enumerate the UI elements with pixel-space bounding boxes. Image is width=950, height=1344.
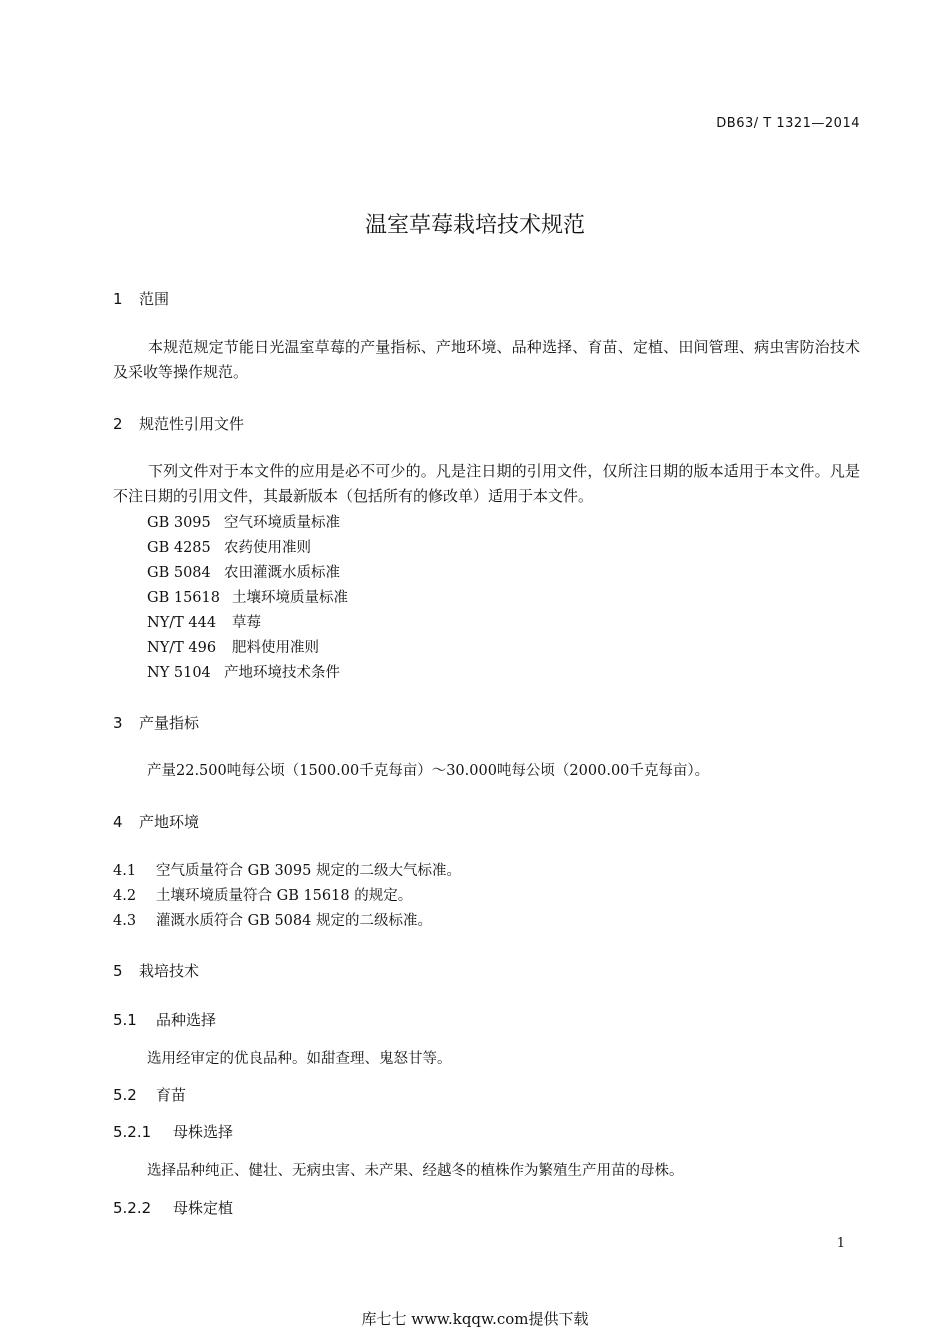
section-5-2-2-heading bbox=[113, 1197, 233, 1218]
reference-item bbox=[147, 511, 340, 532]
section-number: 3 bbox=[113, 714, 123, 732]
clause-4-2 bbox=[113, 884, 412, 905]
watermark: 库七七 www.kqqw.com提供下载 bbox=[361, 1310, 589, 1328]
clause-text: 灌溉水质符合 GB 5084 规定的二级标准。 bbox=[156, 913, 432, 929]
clause-4-1 bbox=[113, 859, 461, 880]
section-number: 5.2.2 bbox=[113, 1199, 152, 1217]
reference-name: 土壤环境质量标准 bbox=[232, 590, 348, 606]
section-title: 育苗 bbox=[156, 1086, 187, 1104]
reference-name: 空气环境质量标准 bbox=[224, 515, 340, 531]
reference-item bbox=[147, 586, 348, 607]
reference-item bbox=[147, 611, 261, 632]
reference-code: NY/T 496 bbox=[147, 640, 217, 656]
section-number: 1 bbox=[113, 290, 123, 308]
section-5-2-heading bbox=[113, 1084, 186, 1105]
section-title: 品种选择 bbox=[156, 1011, 217, 1029]
section-number: 4 bbox=[113, 813, 123, 831]
section-3-heading bbox=[113, 712, 199, 733]
section-5-1-paragraph: 选用经审定的优良品种。如甜查理、鬼怒甘等。 bbox=[147, 1051, 452, 1067]
section-title: 母株选择 bbox=[173, 1123, 234, 1141]
section-number: 5.2.1 bbox=[113, 1123, 152, 1141]
document-title: 温室草莓栽培技术规范 bbox=[364, 213, 585, 238]
clause-text: 土壤环境质量符合 GB 15618 的规定。 bbox=[156, 888, 413, 904]
reference-code: GB 3095 bbox=[147, 515, 211, 531]
reference-name: 草莓 bbox=[232, 615, 261, 631]
section-5-2-1-paragraph: 选择品种纯正、健壮、无病虫害、未产果、经越冬的植株作为繁殖生产用苗的母株。 bbox=[147, 1163, 684, 1179]
clause-4-3 bbox=[113, 909, 432, 930]
section-title: 栽培技术 bbox=[139, 962, 200, 980]
section-title: 母株定植 bbox=[173, 1199, 234, 1217]
reference-item bbox=[147, 536, 311, 557]
section-title: 产地环境 bbox=[139, 813, 200, 831]
reference-code: NY/T 444 bbox=[147, 615, 217, 631]
section-number: 2 bbox=[113, 415, 123, 433]
reference-item bbox=[147, 661, 340, 682]
section-5-heading bbox=[113, 960, 199, 981]
standard-code: DB63/ T 1321—2014 bbox=[716, 116, 860, 131]
reference-item bbox=[147, 636, 319, 657]
section-number: 5 bbox=[113, 962, 123, 980]
section-title: 范围 bbox=[139, 290, 170, 308]
section-number: 5.1 bbox=[113, 1011, 137, 1029]
reference-name: 产地环境技术条件 bbox=[224, 665, 340, 681]
section-5-1-heading bbox=[113, 1009, 216, 1030]
section-2-heading bbox=[113, 413, 244, 434]
reference-name: 农药使用准则 bbox=[224, 540, 311, 556]
reference-name: 农田灌溉水质标准 bbox=[224, 565, 340, 581]
section-number: 5.2 bbox=[113, 1086, 137, 1104]
section-title: 产量指标 bbox=[139, 714, 200, 732]
section-4-heading bbox=[113, 811, 199, 832]
clause-text: 空气质量符合 GB 3095 规定的二级大气标准。 bbox=[156, 863, 461, 879]
section-2-paragraph: 下列文件对于本文件的应用是必不可少的。凡是注日期的引用文件，仅所注日期的版本适用于本文件。凡是不注日期的引用文件，其最新版本（包括所有的修改单）适用于本文件。 bbox=[113, 462, 860, 505]
reference-code: NY 5104 bbox=[147, 665, 211, 681]
reference-code: GB 4285 bbox=[147, 540, 211, 556]
section-3-paragraph: 产量22.500吨每公顷（1500.00千克每亩）～30.000吨每公顷（2000.00千克每亩）。 bbox=[147, 763, 710, 779]
reference-code: GB 5084 bbox=[147, 565, 211, 581]
clause-number: 4.2 bbox=[113, 888, 137, 904]
section-title: 规范性引用文件 bbox=[139, 415, 245, 433]
clause-number: 4.1 bbox=[113, 863, 137, 879]
reference-code: GB 15618 bbox=[147, 590, 220, 606]
section-1-paragraph: 本规范规定节能日光温室草莓的产量指标、产地环境、品种选择、育苗、定植、田间管理、病虫害防治技术及采收等操作规范。 bbox=[113, 338, 860, 381]
section-1-heading bbox=[113, 288, 169, 309]
reference-item bbox=[147, 561, 340, 582]
page-number: 1 bbox=[836, 1236, 845, 1251]
clause-number: 4.3 bbox=[113, 913, 137, 929]
section-5-2-1-heading bbox=[113, 1121, 233, 1142]
reference-name: 肥料使用准则 bbox=[232, 640, 319, 656]
